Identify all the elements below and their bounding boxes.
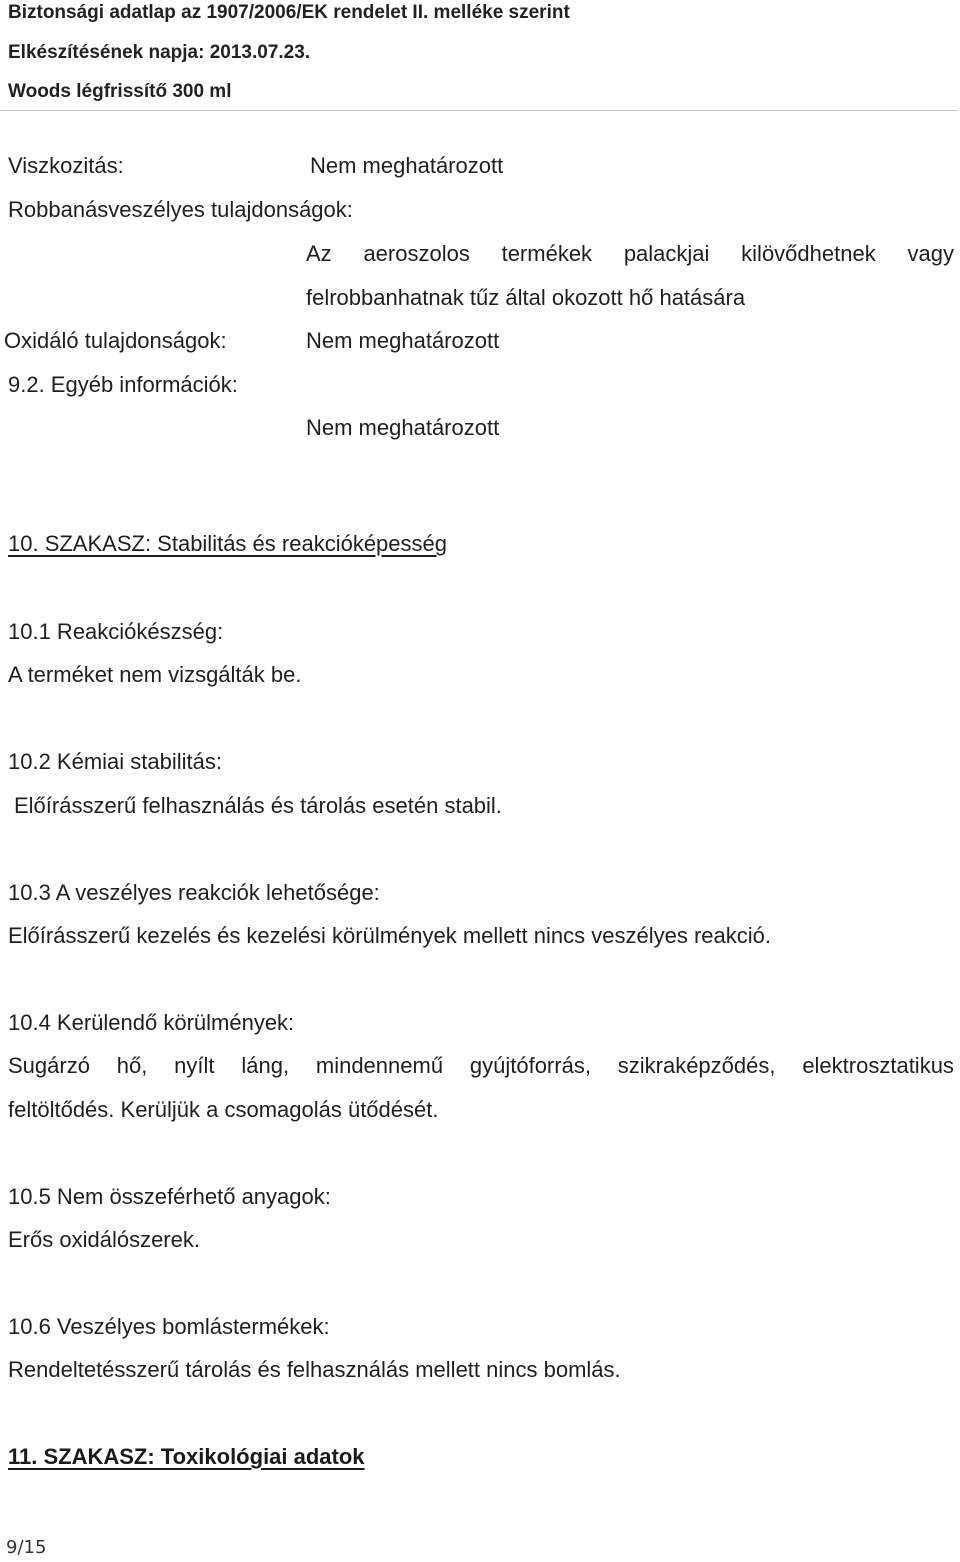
word: gyújtóforrás, bbox=[469, 1053, 591, 1078]
hazardous-reactions-heading: 10.3 A veszélyes reakciók lehetősége: bbox=[8, 880, 380, 905]
document-date: Elkészítésének napja: 2013.07.23. bbox=[8, 42, 311, 63]
viscosity-label: Viszkozitás: bbox=[8, 153, 124, 178]
section-10-title: 10. SZAKASZ: Stabilitás és reakcióképesség bbox=[8, 531, 447, 556]
oxidizing-value: Nem meghatározott bbox=[306, 328, 500, 353]
decomposition-heading: 10.6 Veszélyes bomlástermékek: bbox=[8, 1314, 330, 1339]
page-number: 9/15 bbox=[6, 1537, 47, 1558]
document-title: Biztonsági adatlap az 1907/2006/EK rendelet II. melléke szerint bbox=[8, 2, 570, 23]
word: Sugárzó bbox=[8, 1053, 90, 1078]
word: mindennemű bbox=[315, 1053, 444, 1078]
explosive-label: Robbanásveszélyes tulajdonságok: bbox=[8, 197, 353, 222]
section-11-title: 11. SZAKASZ: Toxikológiai adatok bbox=[8, 1444, 365, 1469]
word: kilövődhetnek bbox=[741, 241, 876, 266]
conditions-line2: feltöltődés. Kerüljük a csomagolás ütődését. bbox=[8, 1097, 439, 1122]
word: láng, bbox=[241, 1053, 290, 1078]
word: elektrosztatikus bbox=[802, 1053, 954, 1078]
decomposition-text: Rendeltetésszerű tárolás és felhasználás mellett nincs bomlás. bbox=[8, 1357, 621, 1382]
stability-text: Előírásszerű felhasználás és tárolás esetén stabil. bbox=[14, 793, 502, 818]
word: aeroszolos bbox=[363, 241, 470, 266]
conditions-line1 bbox=[8, 1053, 954, 1079]
explosive-value-line2: felrobbanhatnak tűz által okozott hő hatására bbox=[306, 285, 746, 310]
explosive-value-line1 bbox=[306, 241, 954, 267]
word: Az bbox=[306, 241, 332, 266]
other-info-label: 9.2. Egyéb információk: bbox=[8, 372, 238, 397]
word: szikraképződés, bbox=[617, 1053, 776, 1078]
word: hő, bbox=[116, 1053, 148, 1078]
word: vagy bbox=[907, 241, 954, 266]
incompatible-heading: 10.5 Nem összeférhető anyagok: bbox=[8, 1184, 331, 1209]
stability-heading: 10.2 Kémiai stabilitás: bbox=[8, 749, 222, 774]
conditions-heading: 10.4 Kerülendő körülmények: bbox=[8, 1010, 295, 1035]
reactivity-text: A terméket nem vizsgálták be. bbox=[8, 662, 302, 687]
word: palackjai bbox=[623, 241, 710, 266]
reactivity-heading: 10.1 Reakciókészség: bbox=[8, 619, 224, 644]
word: termékek bbox=[501, 241, 593, 266]
viscosity-value: Nem meghatározott bbox=[310, 153, 504, 178]
incompatible-text: Erős oxidálószerek. bbox=[8, 1227, 200, 1252]
other-info-value: Nem meghatározott bbox=[306, 415, 500, 440]
oxidizing-label: Oxidáló tulajdonságok: bbox=[4, 328, 227, 353]
hazardous-reactions-text: Előírásszerű kezelés és kezelési körülmények mellett nincs veszélyes reakció. bbox=[8, 923, 771, 948]
header-divider bbox=[0, 110, 958, 111]
product-name: Woods légfrissítő 300 ml bbox=[8, 81, 232, 102]
word: nyílt bbox=[174, 1053, 215, 1078]
